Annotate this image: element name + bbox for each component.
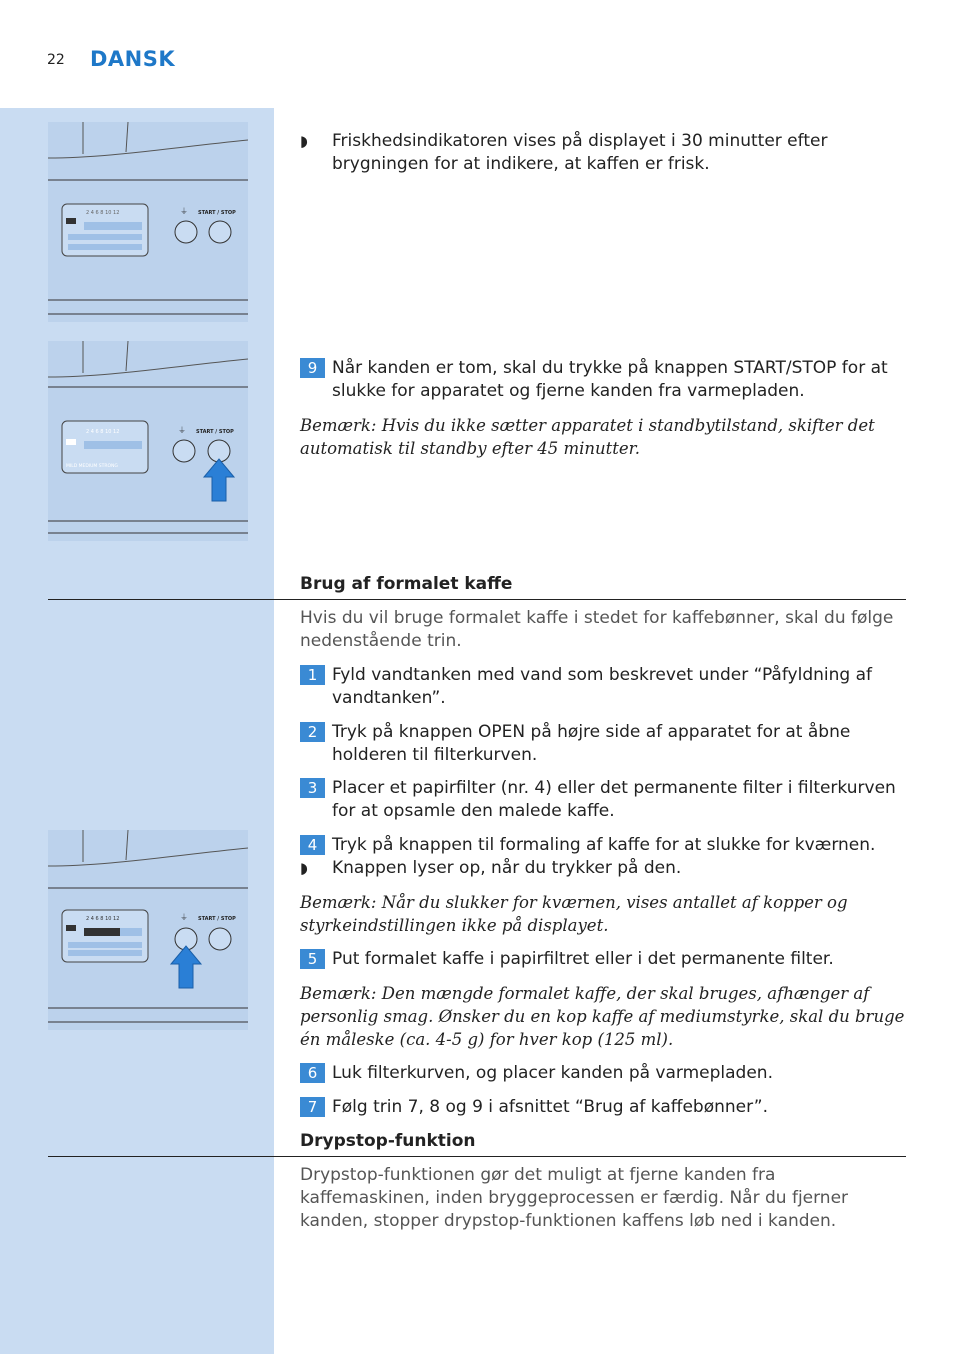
fresh-indicator-bullet: ◗ Friskhedsindikatoren vises på displayet i 30 minutter efter brygningen for at indikere, at kaffen er frisk. [300,131,828,174]
svg-text:⏚: ⏚ [178,426,186,435]
step-4: 4 Tryk på knappen til formaling af kaffe for at slukke for kværnen. [300,834,908,857]
section-rule [48,599,906,600]
svg-text:⏚: ⏚ [180,207,188,216]
bullet-icon: ◗ [300,859,308,877]
control-panel-illustration-2 [48,341,248,541]
bullet-icon: ◗ [300,132,308,150]
button-lights-bullet: ◗ Knappen lyser op, når du trykker på den. [300,858,682,878]
section-rule [48,1156,906,1157]
step-6: 6 Luk filterkurven, og placer kanden på varmepladen. [300,1062,908,1085]
drip-stop-description: Drypstop-funktionen gør det muligt at fjerne kanden fra kaffemaskinen, inden bryggeprocessen er færdig. Når du fjerner kanden, stopper drypstop-funktionen kaffens løb ned i kanden. [300,1165,849,1231]
heading-drip-stop: Drypstop-funktion [300,1131,476,1151]
language-heading: DANSK [90,47,176,71]
step-3: 3 Placer et papirfilter (nr. 4) eller det permanente filter i filterkurven for at opsamle den malede kaffe. [300,777,908,823]
control-panel-illustration-3 [48,830,248,1030]
svg-text:2 4 6 8 10 12: 2 4 6 8 10 12 [86,916,120,922]
control-panel-illustration-1 [48,122,248,322]
step-7: 7 Følg trin 7, 8 og 9 i afsnittet “Brug af kaffebønner”. [300,1096,908,1119]
strength-scale: MILD MEDIUM STRONG [66,464,118,469]
step-1: 1 Fyld vandtanken med vand som beskrevet under “Påfyldning af vandtanken”. [300,664,908,710]
step-9: 9 Når kanden er tom, skal du trykke på knappen START/STOP for at slukke for apparatet og fjerne kanden fra varmepladen. [300,357,908,403]
page-number: 22 [47,52,65,68]
start-stop-label: START / STOP [198,210,236,216]
svg-text:2 4 6 8 10 12: 2 4 6 8 10 12 [86,210,120,216]
svg-text:2 4 6 8 10 12: 2 4 6 8 10 12 [86,429,120,435]
note-standby: Bemærk: Hvis du ikke sætter apparatet i standbytilstand, skifter det automatisk til standby efter 45 minutter. [300,416,875,458]
svg-text:START / STOP: START / STOP [196,429,234,435]
note-grinder: Bemærk: Når du slukker for kværnen, vises antallet af kopper og styrkeindstillingen ikke på displayet. [300,893,848,935]
svg-text:⏚: ⏚ [180,913,188,922]
step-5: 5 Put formalet kaffe i papirfiltret eller i det permanente filter. [300,948,908,971]
svg-text:START / STOP: START / STOP [198,916,236,922]
heading-ground-coffee: Brug af formalet kaffe [300,574,513,594]
note-amount: Bemærk: Den mængde formalet kaffe, der skal bruges, afhænger af personlig smag. Ønsker du en kop kaffe af mediumstyrke, skal du bruge én måleske (ca. 4-5 g) for hver kop (125 ml). [300,984,905,1049]
intro-ground-coffee: Hvis du vil bruge formalet kaffe i stedet for kaffebønner, skal du følge nedenstående trin. [300,608,894,651]
step-2: 2 Tryk på knappen OPEN på højre side af apparatet for at åbne holderen til filterkurven. [300,721,908,767]
